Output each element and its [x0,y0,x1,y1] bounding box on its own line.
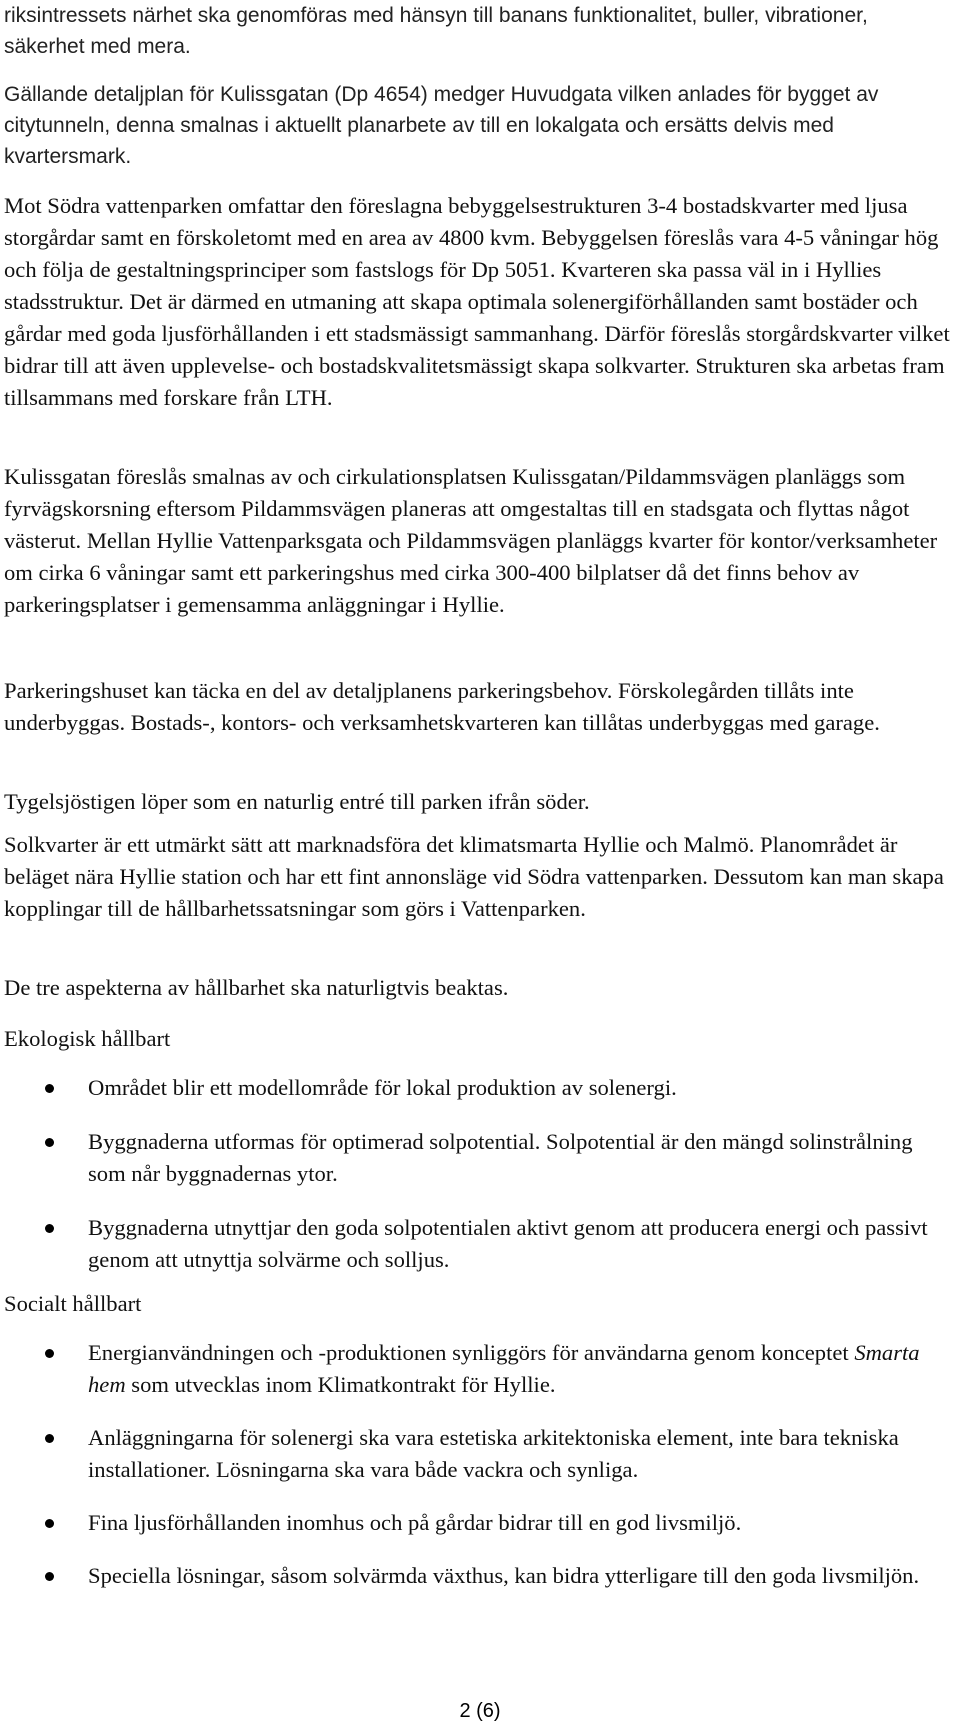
list-item [4,1560,952,1592]
heading-ecological: Ekologisk hållbart [4,1026,171,1051]
smarta-hem-emphasis: Smarta hem [88,1340,920,1397]
list-item [4,1212,952,1276]
list-item-text: Området blir ett modellområde för lokal produktion av solenergi. [88,1075,677,1100]
social-list [4,1337,952,1592]
paragraph-parking: Parkeringshuset kan täcka en del av detaljplanens parkeringsbehov. Förskolegården tillåts inte underbyggas. Bostads-, kontors- och verksamhetskvarteren kan tillåtas underbyggas med garage. [4,678,880,735]
paragraph-kulissgatan: Kulissgatan föreslås smalnas av och cirkulationsplatsen Kulissgatan/Pildammsvägen planläggs som fyrvägskorsning eftersom Pildammsvägen planeras att omgestaltas till en stadsgata och flyttas något västerut. Mellan Hyllie Vattenparksgata och Pildammsvägen planläggs kvarter för kontor/verksamheter om cirka 6 våningar samt ett parkeringshus med cirka 300-400 bilplatser då det finns behov av parkeringsplatser i gemensamma anläggningar i Hyllie. [4,464,938,617]
list-item-text: Speciella lösningar, såsom solvärmda växthus, kan bidra ytterligare till den goda livsmiljön. [88,1563,920,1588]
bullet-icon [45,1572,54,1581]
ecological-list [4,1072,952,1276]
list-item-text: Byggnaderna utformas för optimerad solpotential. Solpotential är den mängd solinstrålning som når byggnadernas ytor. [88,1129,913,1186]
bullet-icon [45,1084,54,1093]
list-item [4,1337,952,1401]
list-item [4,1507,952,1539]
list-item-text-after: som utvecklas inom Klimatkontrakt för Hyllie. [125,1372,556,1397]
bullet-icon [45,1519,54,1528]
paragraph-rail-interest: riksintressets närhet ska genomföras med hänsyn till banans funktionalitet, buller, vibrationer, säkerhet med mera. [4,4,868,58]
paragraph-sustainability-aspects: De tre aspekterna av hållbarhet ska naturligtvis beaktas. [4,975,509,1000]
bullet-icon [45,1349,54,1358]
list-item [4,1072,952,1104]
list-item-text: Byggnaderna utnyttjar den goda solpotentialen aktivt genom att producera energi och passivt genom att utnyttja solvärme och solljus. [88,1215,928,1272]
paragraph-solkvarter: Solkvarter är ett utmärkt sätt att marknadsföra det klimatsmarta Hyllie och Malmö. Planområdet är beläget nära Hyllie station och har ett fint annonsläge vid Södra vattenparken. Dessutom kan man skapa kopplingar till de hållbarhetssatsningar som görs i Vattenparken. [4,832,944,921]
paragraph-tygelsjostigen: Tygelsjöstigen löper som en naturlig entré till parken ifrån söder. [4,789,590,814]
list-item-text [88,1340,920,1397]
paragraph-current-plan: Gällande detaljplan för Kulissgatan (Dp 4654) medger Huvudgata vilken anlades för bygget av citytunneln, denna smalnas i aktuellt planarbete av till en lokalgata och ersätts delvis med kvartersmark. [4,83,879,168]
list-item [4,1126,952,1190]
bullet-icon [45,1434,54,1443]
bullet-icon [45,1138,54,1147]
heading-social: Socialt hållbart [4,1291,142,1316]
bullet-icon [45,1224,54,1233]
list-item-text: Anläggningarna för solenergi ska vara estetiska arkitektoniska element, inte bara tekniska installationer. Lösningarna ska vara både vackra och synliga. [88,1425,899,1482]
page-number: 2 (6) [459,1700,501,1722]
list-item [4,1422,952,1486]
list-item-text: Fina ljusförhållanden inomhus och på gårdar bidrar till en god livsmiljö. [88,1510,742,1535]
paragraph-building-structure: Mot Södra vattenparken omfattar den föreslagna bebyggelsestrukturen 3-4 bostadskvarter med ljusa storgårdar samt en förskoletomt med en area av 4800 kvm. Bebyggelsen föreslås vara 4-5 våningar hög och följa de gestaltningsprinciper som fastslogs för Dp 5051. Kvarteren ska passa väl in i Hyllies stadsstruktur. Det är därmed en utmaning att skapa optimala solenergiförhållanden samt bostäder och gårdar med goda ljusförhållanden i ett stadsmässigt sammanhang. Därför föreslås storgårdskvarter vilket bidrar till att även upplevelse- och bostadskvalitetsmässigt skapa solkvarter. Strukturen ska arbetas fram tillsammans med forskare från LTH. [4,193,950,410]
list-item-text-before: Energianvändningen och -produktionen synliggörs för användarna genom konceptet [88,1340,855,1365]
